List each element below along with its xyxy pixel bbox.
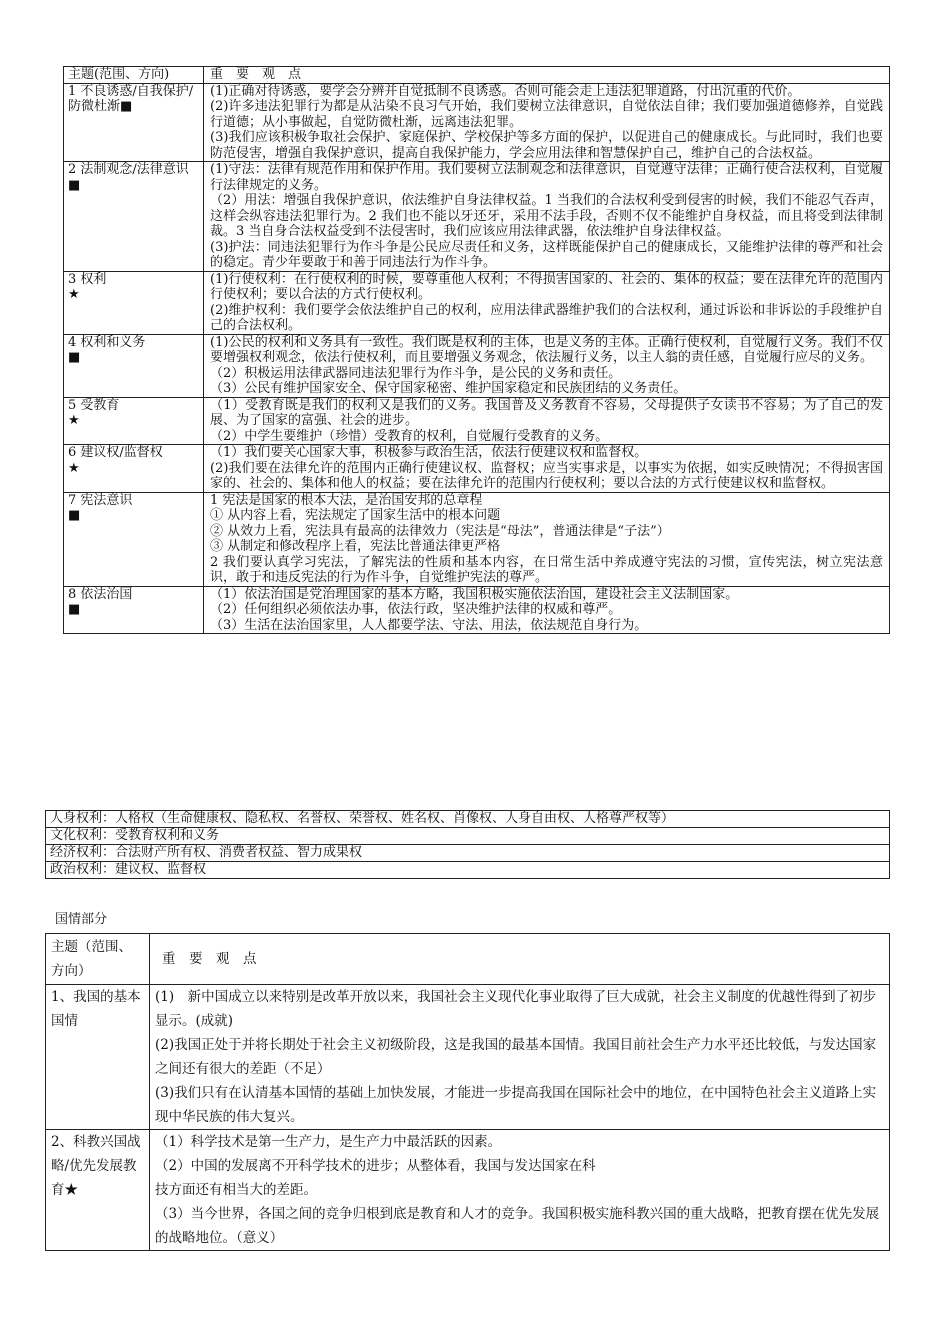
point: （3）生活在法治国家里，人人都要学法、守法、用法，依法规范自身行为。	[210, 617, 648, 633]
header-topic: 主题（范围、方向）	[46, 934, 150, 985]
point: （3）当今世界，各国之间的竞争归根到底是教育和人才的竞争。我国积极实施科教兴国的重大战略，把教育摆在优先发展的战略地位。（意义）	[155, 1206, 880, 1246]
point: （1）依法治国是党治理国家的基本方略，我国积极实施依法治国，建设社会主义法制国家。	[210, 586, 739, 602]
row-topic: 4 权利和义务 ■	[64, 334, 204, 397]
point: (3)护法：同违法犯罪行为作斗争是公民应尽责任和义务，这样既能保护自己的健康成长，又能维护法律的尊严和社会的稳定。青少年要敢于和善于同违法行为作斗争。	[210, 239, 883, 270]
point: （1）我们要关心国家大事，积极参与政治生活，依法行使建议权和监督权。	[210, 445, 648, 460]
row-topic: 6 建议权/监督权 ★	[64, 445, 204, 493]
row-points	[204, 397, 890, 445]
point: (2)许多违法犯罪行为都是从沾染不良习气开始，我们要树立法律意识，自觉依法自律；我们要加强道德修养，自觉践行道德；从小事做起，自觉防微杜渐，远离违法犯罪。	[210, 99, 883, 130]
table-row	[64, 397, 890, 445]
point: ① 从内容上看，宪法规定了国家生活中的根本问题	[210, 508, 501, 523]
row-topic: 1、我国的基本国情	[46, 985, 150, 1130]
section-title: 国情部分	[55, 912, 108, 927]
header-points: 重 要 观 点	[150, 934, 890, 985]
row-topic: 1 不良诱惑/自我保护/防微杜渐■	[64, 83, 204, 162]
row-points	[204, 83, 890, 162]
row-points	[150, 1130, 890, 1251]
row-points	[204, 586, 890, 634]
row-topic: 5 受教育 ★	[64, 397, 204, 445]
table-row	[46, 811, 890, 828]
header-topic: 主题(范围、方向)	[64, 67, 204, 84]
point: (3)我们只有在认清基本国情的基础上加快发展，才能进一步提高我国在国际社会中的地位，在中国特色社会主义道路上实现中华民族的伟大复兴。	[155, 1085, 877, 1125]
table-row	[64, 334, 890, 397]
point: (2)维护权利：我们要学会依法维护自己的权利，应用法律武器维护我们的合法权利，通过诉讼和非诉讼的手段维护自己的合法权利。	[210, 302, 883, 333]
point: （2）用法：增强自我保护意识，依法维护自身法律权益。1 当我们的合法权利受到侵害的时候，我们不能忍气吞声，这样会纵容违法犯罪行为。2 我们也不能以牙还牙，采用不法手段，否则不仅不能维护自身权益，而且将受到法律制裁。3 当自身合法权益受到不法侵害时，我们应该应用法律武器，依法维护自身法律权益。	[210, 193, 883, 239]
point: （2）积极运用法律武器同违法犯罪行为作斗争，是公民的义务和责任。	[210, 365, 622, 381]
row-topic: 2 法制观念/法律意识■	[64, 162, 204, 272]
row-points	[204, 492, 890, 586]
table-row	[64, 162, 890, 272]
point: （1）科学技术是第一生产力，是生产力中最活跃的因素。	[155, 1134, 502, 1150]
rights-types-table	[45, 810, 890, 879]
table-row	[46, 1130, 890, 1251]
table-row	[46, 985, 890, 1130]
table-row	[64, 83, 890, 162]
point: (1)守法：法律有规范作用和保护作用。我们要树立法制观念和法律意识，自觉遵守法律；正确行使合法权利，自觉履行法律规定的义务。	[210, 162, 883, 193]
rights-type: 人身权利：人格权（生命健康权、隐私权、名誉权、荣誉权、姓名权、肖像权、人身自由权、人格尊严权等）	[46, 811, 890, 828]
table-header-row	[64, 67, 890, 84]
point: ③ 从制定和修改程序上看，宪法比普通法律更严格	[210, 539, 501, 554]
point: (2)我们要在法律允许的范围内正确行使建议权、监督权；应当实事求是，以事实为依据，如实反映情况；不得损害国家的、社会的、集体和他人的权益；要在法律允许的范围内行使权利；要以合法的方式行使建议权和监督权。	[210, 460, 883, 491]
national-conditions-table	[45, 933, 890, 1251]
table-row	[64, 492, 890, 586]
row-points	[204, 162, 890, 272]
point: (2)我国正处于并将长期处于社会主义初级阶段，这是我国的最基本国情。我国目前社会生产力水平还比较低，与发达国家之间还有很大的差距（不足）	[155, 1037, 877, 1077]
row-topic: 7 宪法意识 ■	[64, 492, 204, 586]
row-topic: 2、科教兴国战略/优先发展教育★	[46, 1130, 150, 1251]
point: (3)我们应该积极争取社会保护、家庭保护、学校保护等多方面的保护，以促进自己的健康成长。与此同时，我们也要防范侵害，增强自我保护意识，提高自我保护能力，学会应用法律和智慧保护自己，维护自己的合法权益。	[210, 130, 883, 161]
table-row	[46, 845, 890, 862]
point: （1）受教育既是我们的权利又是我们的义务。我国普及义务教育不容易，父母提供子女读书不容易；为了自己的发展、为了国家的富强、社会的进步。	[210, 397, 883, 428]
point: （2）中国的发展离不开科学技术的进步；从整体看，我国与发达国家在科	[155, 1158, 596, 1174]
table-row	[64, 445, 890, 493]
row-points	[204, 445, 890, 493]
row-topic: 3 权利 ★	[64, 271, 204, 334]
rights-type: 政治权利：建议权、监督权	[46, 862, 890, 879]
point: 2 我们要认真学习宪法，了解宪法的性质和基本内容，在日常生活中养成遵守宪法的习惯，宣传宪法，树立宪法意识，敢于和违反宪法的行为作斗争，自觉维护宪法的尊严。	[210, 554, 883, 585]
row-points	[204, 271, 890, 334]
point: (1)正确对待诱惑，要学会分辨并自觉抵制不良诱惑。否则可能会走上违法犯罪道路，付出沉重的代价。	[210, 83, 801, 99]
row-points	[150, 985, 890, 1130]
row-topic: 8 依法治国 ■	[64, 586, 204, 634]
header-points: 重 要 观 点	[204, 67, 890, 84]
point: （3）公民有维护国家安全、保守国家秘密、维护国家稳定和民族团结的义务责任。	[210, 381, 687, 396]
table-row	[46, 862, 890, 879]
rights-type: 经济权利：合法财产所有权、消费者权益、智力成果权	[46, 845, 890, 862]
point: （2）中学生要维护（珍惜）受教育的权利，自觉履行受教育的义务。	[210, 428, 609, 444]
point: (1)行使权利：在行使权利的时候，要尊重他人权利；不得损害国家的、社会的、集体的权益；要在法律允许的范围内行使权利；要以合法的方式行使权利。	[210, 271, 883, 302]
rights-type: 文化权利：受教育权利和义务	[46, 828, 890, 845]
point: （2）任何组织必须依法办事，依法行政，坚决维护法律的权威和尊严。	[210, 602, 622, 617]
row-points	[204, 334, 890, 397]
table-row	[64, 271, 890, 334]
table-row	[64, 586, 890, 634]
point: ② 从效力上看，宪法具有最高的法律效力（宪法是“母法”，普通法律是“子法”）	[210, 523, 670, 539]
point: (1)公民的权利和义务具有一致性。我们既是权利的主体，也是义务的主体。正确行使权利，自觉履行义务。我们不仅要增强权利观念，依法行使权利，而且要增强义务观念，依法履行义务，以主人翁的责任感，自觉履行应尽的义务。	[210, 334, 883, 365]
table-row	[46, 828, 890, 845]
point: 技方面还有相当大的差距。	[155, 1182, 317, 1198]
table-header-row	[46, 934, 890, 985]
point: 1 宪法是国家的根本大法，是治国安邦的总章程	[210, 492, 483, 508]
rights-law-table	[63, 66, 890, 634]
point: (1) 新中国成立以来特别是改革开放以来，我国社会主义现代化事业取得了巨大成就，社会主义制度的优越性得到了初步显示。(成就)	[155, 989, 877, 1029]
